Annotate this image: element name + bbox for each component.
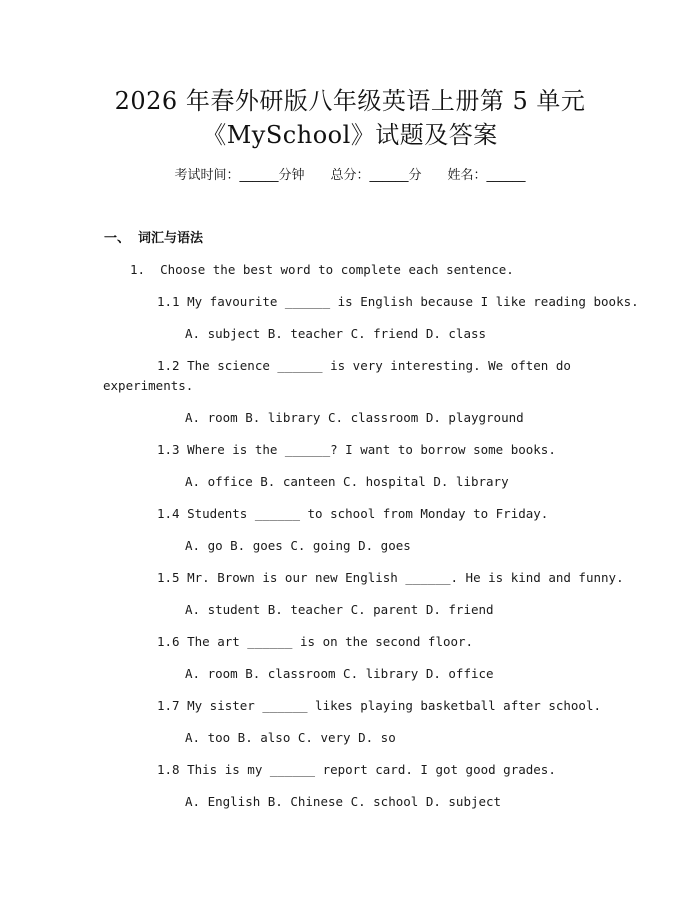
student-name-field: 姓名：______ xyxy=(447,168,526,183)
page-title-line-1: 2026 年春外研版八年级英语上册第 5 单元 xyxy=(114,87,586,115)
options-1-7: A. too B. also C. very D. so xyxy=(185,730,396,745)
section-heading xyxy=(104,229,203,249)
exam-meta xyxy=(0,166,700,186)
question-1-6: 1.6 The art ______ is on the second floor. xyxy=(157,634,474,649)
options-1-1: A. subject B. teacher C. friend D. class xyxy=(185,326,487,341)
question-1-7: 1.7 My sister ______ likes playing basketball after school. xyxy=(157,698,602,713)
question-1-3: 1.3 Where is the ______? I want to borrow some books. xyxy=(157,442,556,457)
exam-time-field: 考试时间：______分钟 xyxy=(174,168,305,183)
question-1-1: 1.1 My favourite ______ is English because I like reading books. xyxy=(157,294,639,309)
total-score-field: 总分：______分 xyxy=(330,168,422,183)
section-title: 词汇与语法 xyxy=(138,231,204,246)
question-1-8: 1.8 This is my ______ report card. I got good grades. xyxy=(157,762,556,777)
options-1-8: A. English B. Chinese C. school D. subject xyxy=(185,794,502,809)
question-1-2-continued: experiments. xyxy=(103,378,194,393)
options-1-3: A. office B. canteen C. hospital D. library xyxy=(185,474,509,489)
section-number: 一、 xyxy=(104,231,131,246)
options-1-4: A. go B. goes C. going D. goes xyxy=(185,538,411,553)
question-1-5: 1.5 Mr. Brown is our new English ______. He is kind and funny. xyxy=(157,570,624,585)
options-1-5: A. student B. teacher C. parent D. friend xyxy=(185,602,494,617)
question-1-2: 1.2 The science ______ is very interesting. We often do xyxy=(157,358,571,373)
options-1-6: A. room B. classroom C. library D. office xyxy=(185,666,494,681)
question-1-4: 1.4 Students ______ to school from Monday to Friday. xyxy=(157,506,549,521)
options-1-2: A. room B. library C. classroom D. playground xyxy=(185,410,524,425)
page-title-line-2: 《MySchool》试题及答案 xyxy=(202,121,498,149)
instruction-text: 1. Choose the best word to complete each sentence. xyxy=(130,262,514,277)
